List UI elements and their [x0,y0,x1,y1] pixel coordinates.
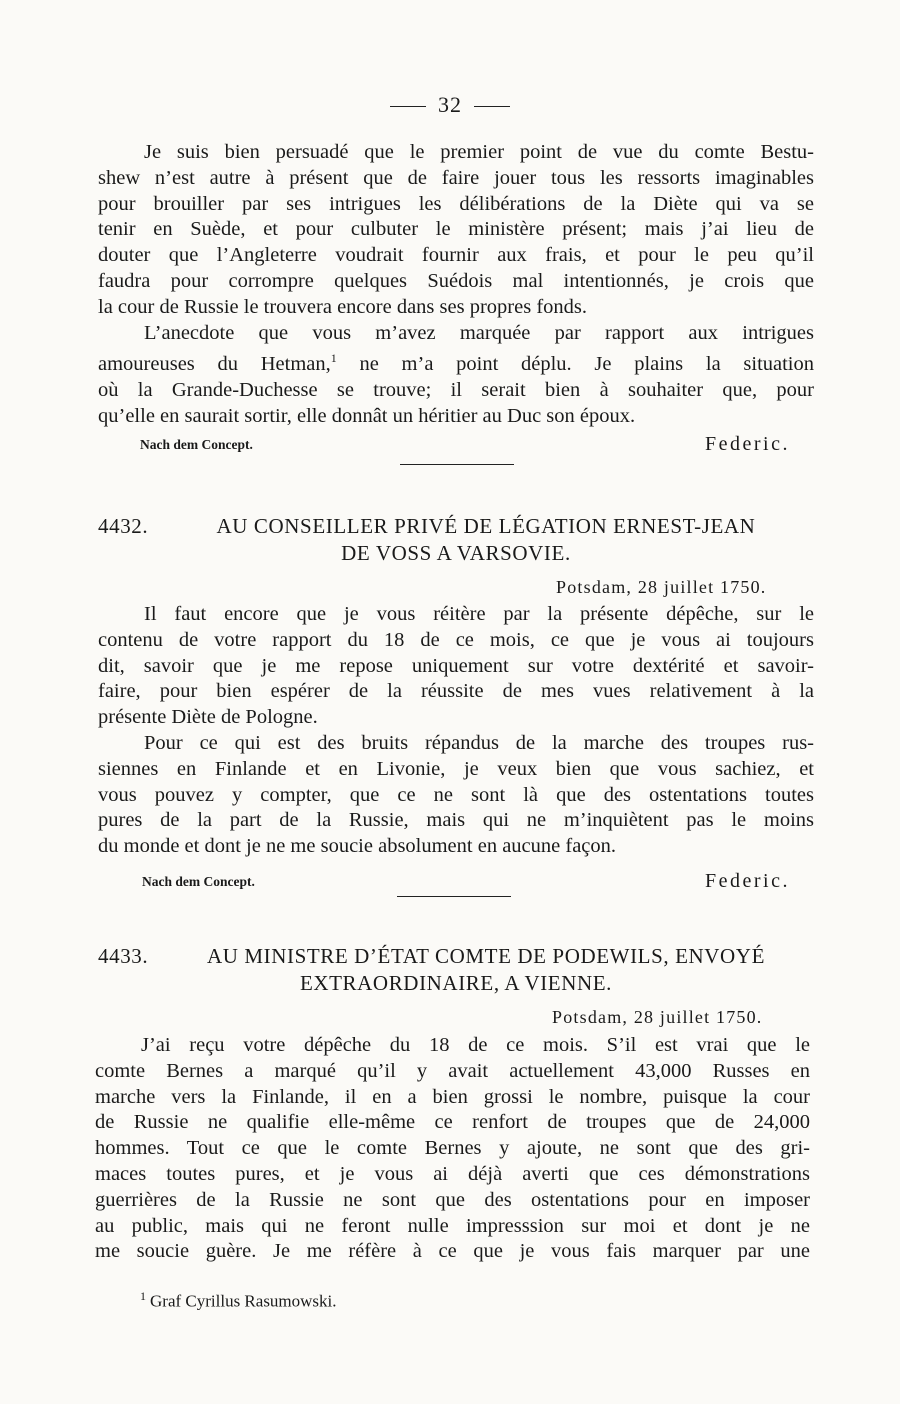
footnote-mark: 1 [140,1289,146,1303]
text-line: faudra pour corrompre quelques Suédois mal intentionnés, je crois que [98,269,814,292]
text-line: Pour ce qui est des bruits répandus de la marche des troupes rus- [144,731,814,754]
text-line: au public, mais qui ne feront nulle impresssion sur moi et dont je ne [95,1214,810,1237]
text-line: L’anecdote que vous m’avez marquée par rapport aux intrigues [144,321,814,344]
intro-signature-row [140,433,790,461]
text-line: J’ai reçu votre dépêche du 18 de ce mois. S’il est vrai que le [141,1034,810,1056]
text-line: faire, pour bien espérer de la réussite de mes vues relativement à la [98,680,814,703]
header-rule-left [390,106,426,107]
date: 28 juillet 1750. [637,577,767,597]
footnote-text: Graf Cyrillus Rasumowski. [150,1291,337,1311]
place: Potsdam, [556,577,633,597]
source-note: Nach dem Concept. [142,874,255,889]
header-rule-right [474,106,510,107]
text-line: comte Bernes a marqué qu’il y avait actuellement 43,000 Russes en [95,1059,810,1082]
letter-4433-heading [98,943,814,997]
text-line: du monde et dont je ne me soucie absolument en aucune façon. [98,835,617,858]
text-line-with-footnote: amoureuses du Hetman,$^1$ ne m’a point déplu. Je plains la situation [98,351,815,376]
signature: Federic. [705,433,790,455]
page-header [0,92,900,118]
text-line: la cour de Russie le trouvera encore dans ses propres fonds. [98,295,587,318]
letter-4433-body [95,1033,810,1265]
text-line: Il faut encore que je vous réitère par la présente dépêche, sur le [144,603,814,625]
text-line: vous pouvez y compter, que ce ne sont là que des ostentations toutes [98,783,814,806]
section-divider [397,896,511,897]
text-line: présente Diète de Pologne. [98,706,318,729]
letter-4432-signature-row [140,870,790,898]
letter-title-line-1: AU CONSEILLER PRIVÉ DE LÉGATION ERNEST-JEAN [216,514,756,538]
text-line: pour brouiller par ses intrigues les délibérations de la Diète qui va se [98,192,814,215]
text-line: marche vers la Finlande, il en a bien grossi le nombre, puisque la cour [95,1085,810,1108]
date: 28 juillet 1750. [633,1007,763,1027]
text-line: shew n’est autre à présent que de faire jouer tous les ressorts imaginables [98,166,814,189]
text-line: contenu de votre rapport du 18 de ce mois, ce que je vous ai toujours [98,628,814,651]
signature: Federic. [705,870,790,892]
text-line: dit, savoir que je me repose uniquement sur votre dextérité et savoir- [98,654,814,677]
letter-number: 4432. [98,514,149,538]
letter-title-line-2: DE VOSS A VARSOVIE. [341,541,571,565]
intro-paragraph-2 [98,321,814,430]
letter-4432-dateline [556,577,767,598]
letter-4433-paragraph-1 [95,1033,810,1265]
text-line: maces toutes pures, et je vous ai déjà averti que ces démonstrations [95,1162,810,1185]
place: Potsdam, [552,1007,629,1027]
text-line: siennes en Finlande et en Livonie, je veux bien que vous sachiez, et [98,757,814,780]
footnote-reference[interactable]: 1 [330,351,337,366]
page-number: 32 [438,92,462,117]
letter-title-line-2: EXTRAORDINAIRE, A VIENNE. [299,971,613,995]
letter-4432-body [98,602,814,860]
text-line: de Russie ne qualifie elle-même ce renfort de troupes que de 24,000 [95,1111,810,1134]
letter-4432-paragraph-1 [98,602,814,731]
letter-number: 4433. [98,944,149,968]
text-line: qu’elle en saurait sortir, elle donnât un héritier au Duc son époux. [98,404,636,427]
text-line: Je suis bien persuadé que le premier point de vue du comte Bestu- [144,141,814,163]
text-line: me soucie guère. Je me réfère à ce que je vous fais marquer par une [95,1240,810,1263]
letter-4433-dateline [552,1007,763,1028]
letter-4432-paragraph-2 [98,731,814,860]
text-line: pures de la part de la Russie, mais qui ne m’inquiètent pas le moins [98,809,814,832]
intro-text [98,140,814,430]
intro-paragraph-1 [98,140,814,321]
source-note: Nach dem Concept. [140,437,253,452]
text-line: guerrières de la Russie ne sont que des ostentations pour en imposer [95,1188,810,1211]
text-line: douter que l’Angleterre voudrait fournir aux frais, et pour le peu qu’il [98,244,814,267]
text-line: hommes. Tout ce que le comte Bernes y ajoute, ne sont que des gri- [95,1137,810,1160]
text-line: tenir en Suède, et pour culbuter le ministère présent; mais j’ai lieu de [98,218,814,241]
footnote [140,1289,337,1312]
section-divider [400,464,514,465]
letter-title-line-1: AU MINISTRE D’ÉTAT COMTE DE PODEWILS, ENVOYÉ [206,944,766,968]
letter-4432-heading [98,513,814,567]
text-line: où la Grande-Duchesse se trouve; il serait bien à souhaiter que, pour [98,379,814,401]
